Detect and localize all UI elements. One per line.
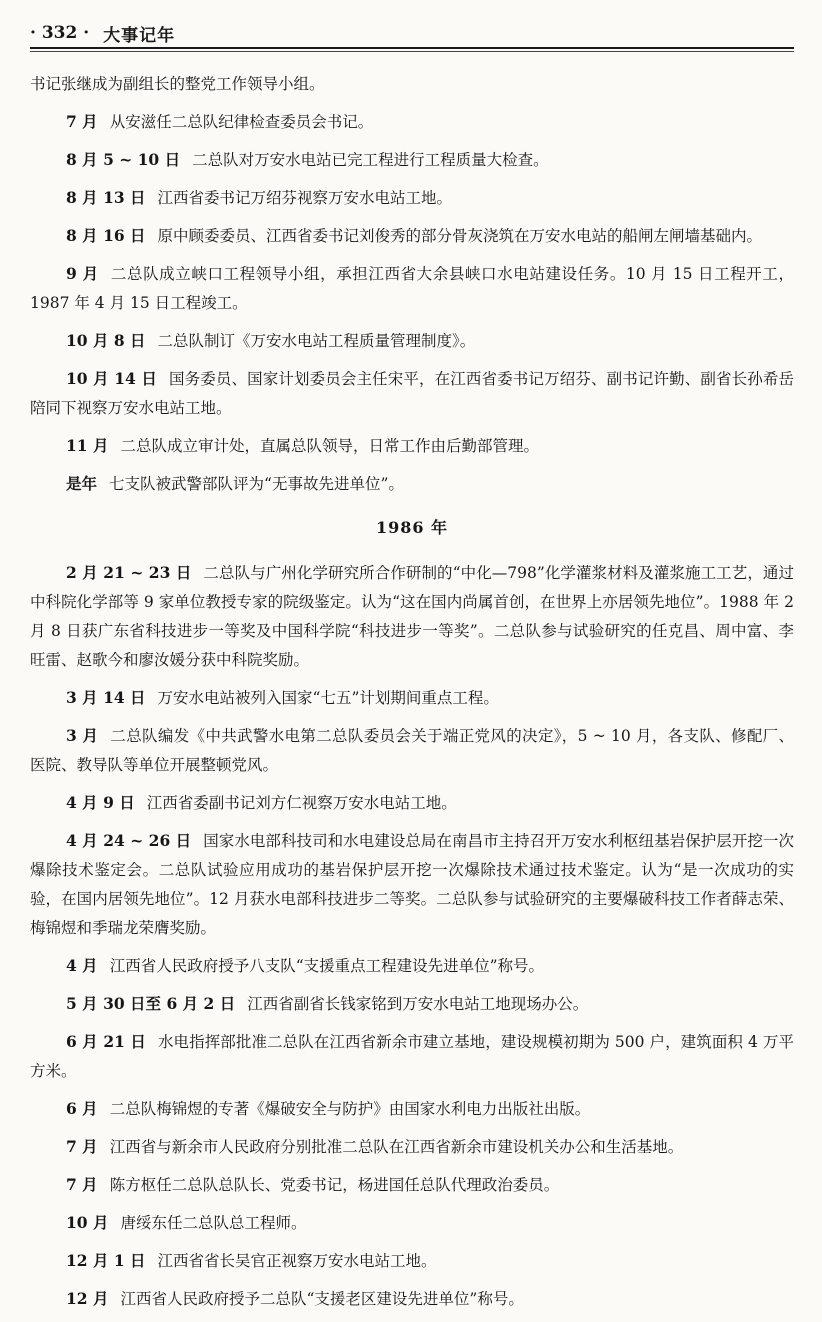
entry-date: 12 月 1 日 xyxy=(66,1251,146,1270)
entry-date: 10 月 xyxy=(66,1213,109,1232)
entry-date: 8 月 5 ~ 10 日 xyxy=(66,150,181,169)
entry-date: 10 月 14 日 xyxy=(66,369,157,388)
entry-date: 7 月 xyxy=(66,1137,98,1156)
chronicle-entry xyxy=(30,183,794,213)
chronicle-entry xyxy=(30,989,794,1019)
entry-text: 二总队制订《万安水电站工程质量管理制度》。 xyxy=(157,332,476,350)
entry-date: 8 月 13 日 xyxy=(66,188,146,207)
entry-date: 4 月 xyxy=(66,956,98,975)
entry-text: 原中顾委委员、江西省委书记刘俊秀的部分骨灰浇筑在万安水电站的船闸左闸墙基础内。 xyxy=(157,227,763,245)
chronicle-entry xyxy=(30,826,794,943)
chronicle-entry xyxy=(30,469,794,499)
entry-text: 国务委员、国家计划委员会主任宋平，在江西省委书记万绍芬、副书记许勤、副省长孙希岳陪同下视察万安水电站工地。 xyxy=(30,370,794,417)
chronicle-entry xyxy=(30,364,794,423)
chronicle-entry xyxy=(30,326,794,356)
entry-text: 二总队与广州化学研究所合作研制的“中化—798”化学灌浆材料及灌浆施工工艺，通过中科院化学部等 9 家单位教授专家的院级鉴定。认为“这在国内尚属首创，在世界上亦居领先地位”。1988 年 2 月 8 日获广东省科技进步一等奖及中国科学院“科技进步一等奖”。二总队参与试验研究的任克昌、周中富、李旺雷、赵歌今和廖汝媛分获中科院奖励。 xyxy=(30,564,794,669)
header-rule xyxy=(30,47,794,49)
year-heading: 1986 年 xyxy=(375,518,449,537)
entry-text: 二总队成立峡口工程领导小组，承担江西省大余县峡口水电站建设任务。10 月 15 日工程开工，1987 年 4 月 15 日工程竣工。 xyxy=(30,265,794,312)
entry-text: 江西省省长吴官正视察万安水电站工地。 xyxy=(157,1252,437,1270)
chronicle-entry xyxy=(30,683,794,713)
entry-text: 二总队梅锦煜的专著《爆破安全与防护》由国家水利电力出版社出版。 xyxy=(109,1100,591,1118)
entry-date: 2 月 21 ~ 23 日 xyxy=(66,563,192,582)
continued-paragraph: 书记张继成为副组长的整党工作领导小组。 xyxy=(30,75,325,93)
entry-text: 万安水电站被列入国家“七五”计划期间重点工程。 xyxy=(157,689,499,707)
entry-date: 3 月 xyxy=(66,726,99,745)
chronicle-entry xyxy=(30,721,794,780)
chronicle-entry xyxy=(30,1284,794,1314)
page-header xyxy=(30,20,794,46)
entry-text: 二总队成立审计处，直属总队领导，日常工作由后勤部管理。 xyxy=(120,437,539,455)
entry-date: 5 月 30 日至 6 月 2 日 xyxy=(66,994,236,1013)
chronicle-entry xyxy=(30,1027,794,1086)
entry-date: 4 月 24 ~ 26 日 xyxy=(66,831,192,850)
entry-text: 陈方枢任二总队总队长、党委书记，杨进国任总队代理政治委员。 xyxy=(109,1176,560,1194)
entry-text: 江西省人民政府授予二总队“支援老区建设先进单位”称号。 xyxy=(120,1290,524,1308)
header-rule-thin xyxy=(30,51,794,52)
chronicle-entry xyxy=(30,788,794,818)
entry-date: 7 月 xyxy=(66,112,98,131)
book-title: 大事记年 xyxy=(103,25,176,46)
entry-date: 8 月 16 日 xyxy=(66,226,146,245)
entry-date: 是年 xyxy=(66,474,98,493)
entry-text: 二总队对万安水电站已完工程进行工程质量大检查。 xyxy=(192,151,549,169)
chronicle-entry xyxy=(30,431,794,461)
page-number: · 332 · xyxy=(30,23,90,43)
entry-date: 9 月 xyxy=(66,264,99,283)
page-body xyxy=(30,70,794,1322)
entry-text: 江西省与新余市人民政府分别批准二总队在江西省新余市建设机关办公和生活基地。 xyxy=(109,1138,684,1156)
chronicle-entry xyxy=(30,558,794,675)
chronicle-entry xyxy=(30,1132,794,1162)
entry-text: 水电指挥部批准二总队在江西省新余市建立基地，建设规模初期为 500 户，建筑面积 4 万平方米。 xyxy=(30,1033,794,1080)
entry-text: 江西省副省长钱家铭到万安水电站工地现场办公。 xyxy=(247,995,589,1013)
entry-date: 6 月 21 日 xyxy=(66,1032,146,1051)
entry-text: 从安滋任二总队纪律检查委员会书记。 xyxy=(109,113,374,131)
entry-text: 二总队编发《中共武警水电第二总队委员会关于端正党风的决定》，5 ~ 10 月，各支队、修配厂、医院、教导队等单位开展整顿党风。 xyxy=(30,727,795,774)
entry-date: 11 月 xyxy=(66,436,109,455)
entry-date: 7 月 xyxy=(66,1175,98,1194)
chronicle-entry xyxy=(30,1094,794,1124)
entry-text: 江西省委副书记刘方仁视察万安水电站工地。 xyxy=(146,794,457,812)
chronicle-entry xyxy=(30,1246,794,1276)
chronicle-entry xyxy=(30,951,794,981)
chronicle-entry xyxy=(30,1208,794,1238)
entry-text: 唐绥东任二总队总工程师。 xyxy=(120,1214,307,1232)
entry-text: 七支队被武警部队评为“无事故先进单位”。 xyxy=(109,475,404,493)
entry-text: 江西省委书记万绍芬视察万安水电站工地。 xyxy=(157,189,453,207)
chronicle-entry xyxy=(30,259,794,318)
entry-date: 4 月 9 日 xyxy=(66,793,135,812)
chronicle-entry xyxy=(30,221,794,251)
entry-text: 国家水电部科技司和水电建设总局在南昌市主持召开万安水利枢纽基岩保护层开挖一次爆除技术鉴定会。二总队试验应用成功的基岩保护层开挖一次爆除技术通过技术鉴定。认为“是一次成功的实验，在国内居领先地位”。12 月获水电部科技进步二等奖。二总队参与试验研究的主要爆破科技工作者薛志荣、梅锦煜和季瑞龙荣膺奖励。 xyxy=(30,832,794,937)
entry-date: 3 月 14 日 xyxy=(66,688,146,707)
chronicle-entry xyxy=(30,1170,794,1200)
chronicle-entry xyxy=(30,145,794,175)
entry-date: 10 月 8 日 xyxy=(66,331,146,350)
entry-date: 12 月 xyxy=(66,1289,109,1308)
entry-date: 6 月 xyxy=(66,1099,98,1118)
chronicle-entry xyxy=(30,107,794,137)
entry-text: 江西省人民政府授予八支队“支援重点工程建设先进单位”称号。 xyxy=(109,957,545,975)
